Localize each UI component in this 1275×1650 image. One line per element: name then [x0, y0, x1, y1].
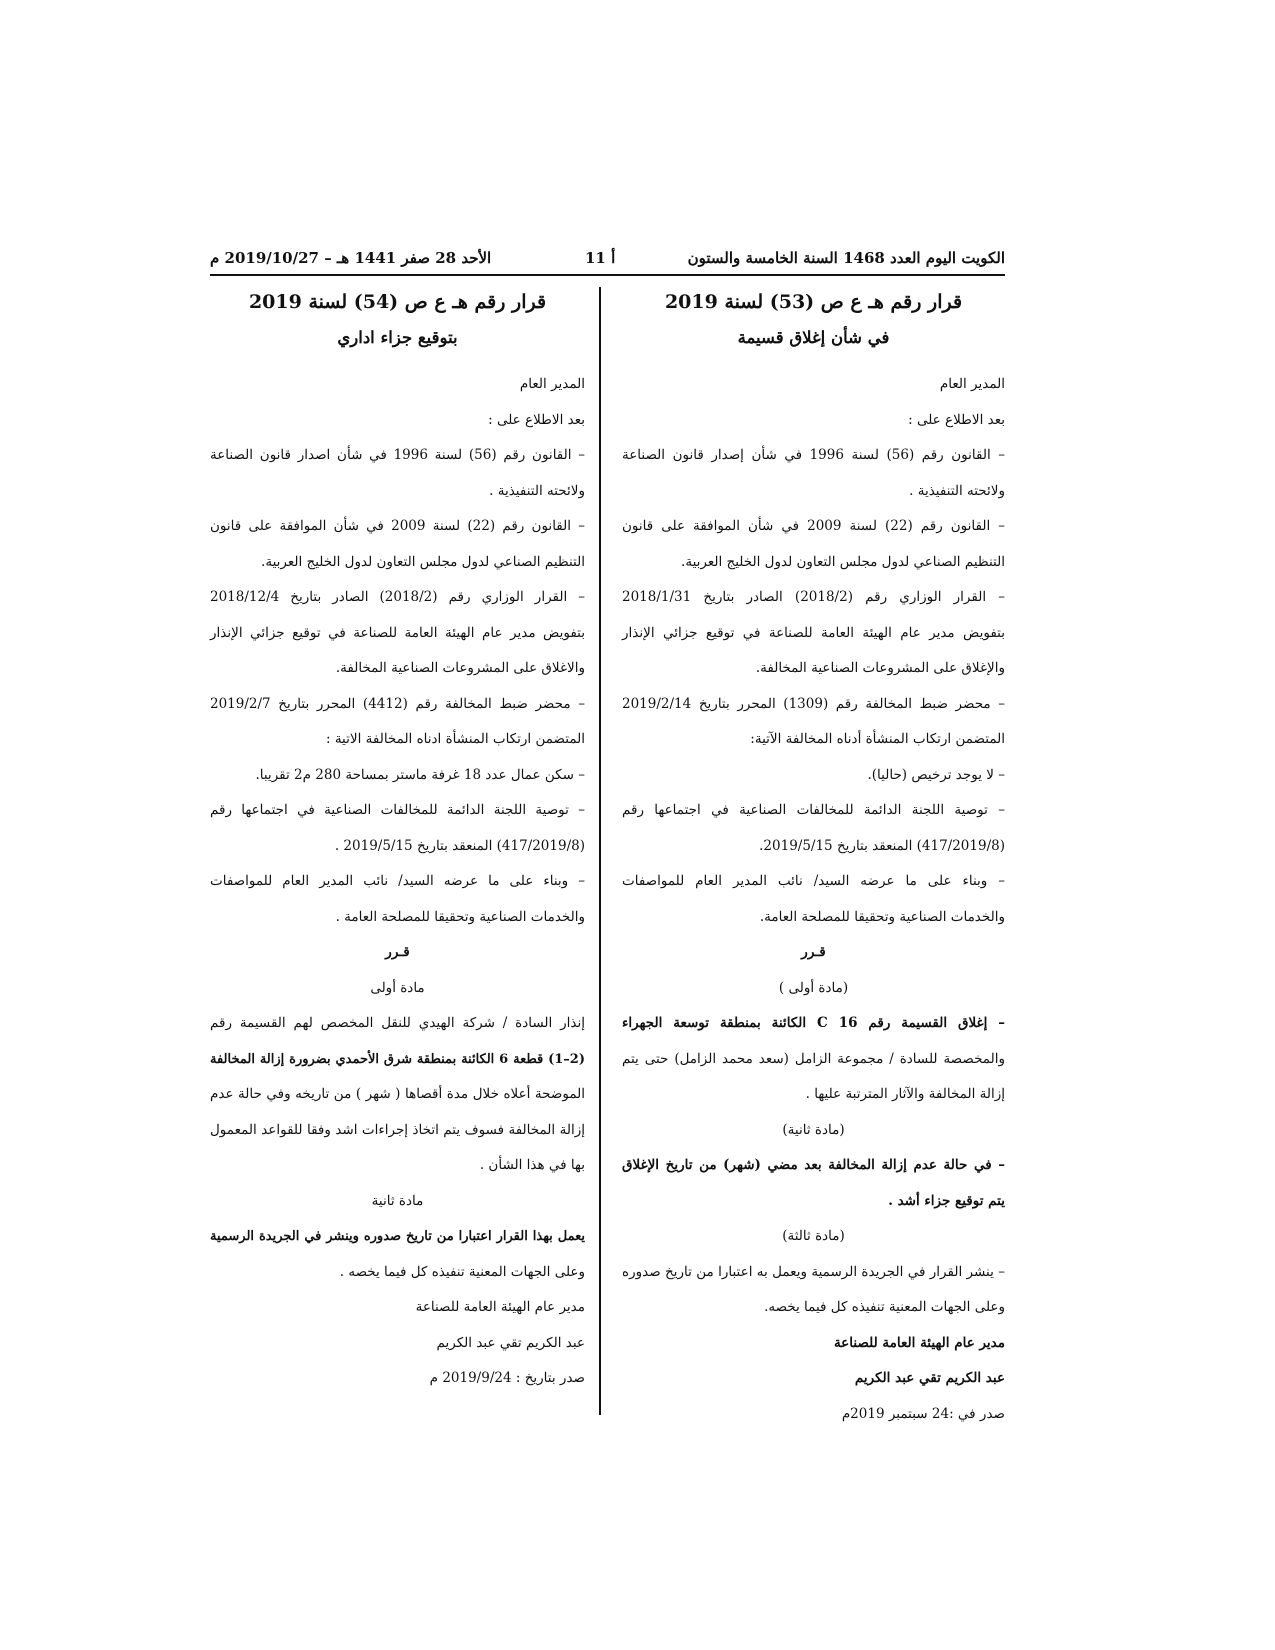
text-line: المدير العام [519, 376, 585, 392]
decision-subtitle: بتوقيع جزاء اداري [337, 328, 458, 347]
page-number: أ 11 [585, 249, 616, 267]
article-heading: (مادة ثالثة) [782, 1228, 845, 1244]
text-line: – توصية اللجنة الدائمة للمخالفات الصناعية في اجتماعها رقم [210, 802, 585, 818]
text-line: – محضر ضبط المخالفة رقم (4412) المحرر بتاريخ 2019/2/7 [210, 695, 585, 712]
text-line: والمخصصة للسادة / مجموعة الزامل (سعد محمد الزامل) حتى يتم [622, 1050, 1005, 1067]
signatory-title: مدير عام الهيئة العامة للصناعة [833, 1334, 1005, 1351]
issue-date-line: صدر بتاريخ : 2019/9/24 م [429, 1370, 585, 1386]
text-line: وعلى الجهات المعنية تنفيذه كل فيما يخصه . [339, 1263, 585, 1280]
signatory-name: عبد الكريم تقي عبد الكريم [854, 1370, 1005, 1386]
text-line: – في حالة عدم إزالة المخالفة بعد مضي (شهر) من تاريخ الإغلاق [622, 1157, 1005, 1173]
text-line: – القانون رقم (56) لسنة 1996 في شأن إصدار قانون الصناعة [622, 447, 1005, 463]
article-heading: (مادة أولى ) [778, 979, 849, 996]
text-line: والخدمات الصناعية وتحقيقا للمصلحة العامة . [335, 908, 585, 925]
text-line: – لا يوجد ترخيص (حاليا). [867, 766, 1005, 783]
text-line: – إغلاق القسيمة رقم 16 C الكائنة بمنطقة توسعة الجهراء [622, 1015, 1005, 1031]
text-line: (417/2019/8) المنعقد بتاريخ 2019/5/15. [759, 837, 1005, 854]
text-line: – سكن عمال عدد 18 غرفة ماستر بمساحة 280 م2 تقريبا. [255, 766, 585, 783]
text-line: المدير العام [939, 376, 1005, 392]
text-line: بتفويض مدير عام الهيئة العامة للصناعة في توقيع جزائي الإنذار [210, 624, 585, 641]
text-line: – القانون رقم (22) لسنة 2009 في شأن الموافقة على قانون [210, 518, 585, 534]
header-rule [210, 274, 1005, 276]
text-line: الموضحة أعلاه خلال مدة أقصاها ( شهر ) من تاريخه وفي حالة عدم [210, 1086, 585, 1102]
decided-heading: قـرر [801, 944, 826, 960]
article-heading: (مادة ثانية) [782, 1121, 845, 1138]
text-line: بها في هذا الشأن . [479, 1157, 585, 1173]
text-line: المتضمن ارتكاب المنشأة أدناه المخالفة الآتية: [750, 731, 1005, 747]
text-line: والإغلاق على المشروعات الصناعية المخالفة. [755, 660, 1005, 676]
text-line: يعمل بهذا القرار اعتبارا من تاريخ صدوره وينشر في الجريدة الرسمية [210, 1229, 585, 1244]
text-line: (417/2019/8) المنعقد بتاريخ 2019/5/15 . [334, 837, 585, 854]
decision-subtitle: في شأن إغلاق قسيمة [737, 328, 890, 347]
text-line: – ينشر القرار في الجريدة الرسمية ويعمل به اعتبارا من تاريخ صدوره [622, 1263, 1005, 1280]
text-line: بعد الاطلاع على : [488, 411, 585, 428]
text-line: إزالة المخالفة والآثار المترتبة عليها . [805, 1086, 1005, 1102]
text-line: – القانون رقم (56) لسنة 1996 في شأن اصدار قانون الصناعة [210, 447, 585, 463]
text-line: التنظيم الصناعي لدول مجلس التعاون لدول الخليج العربية. [261, 553, 585, 570]
decision-53 [622, 286, 1005, 1432]
signatory-name: عبد الكريم تقي عبد الكريم [436, 1334, 585, 1351]
text-line: والاغلاق على المشروعات الصناعية المخالفة. [335, 660, 585, 676]
text-line: – القانون رقم (22) لسنة 2009 في شأن الموافقة على قانون [622, 518, 1005, 534]
text-line: بتفويض مدير عام الهيئة العامة للصناعة في توقيع جزائي الإنذار [622, 624, 1005, 641]
text-line: ولائحته التنفيذية . [489, 482, 585, 499]
signatory-title: مدير عام الهيئة العامة للصناعة [415, 1299, 585, 1315]
text-line: التنظيم الصناعي لدول مجلس التعاون لدول الخليج العربية. [681, 553, 1005, 570]
decision-54 [210, 286, 585, 1397]
article-heading: مادة أولى [370, 979, 425, 996]
publication-issue: الكويت اليوم العدد 1468 السنة الخامسة والستون [687, 249, 1005, 267]
text-line: – توصية اللجنة الدائمة للمخالفات الصناعية في اجتماعها رقم [622, 802, 1005, 818]
decision-title: قرار رقم هـ ع ص (53) لسنة 2019 [664, 291, 963, 313]
text-line: إزالة المخالفة فسوف يتم اتخاذ إجراءات اشد وفقا للقواعد المعمول [210, 1121, 585, 1138]
issue-date: الأحد 28 صفر 1441 هـ – 2019/10/27 م [210, 249, 492, 267]
column-divider [599, 287, 601, 1415]
text-line: – القرار الوزاري رقم (2018/2) الصادر بتاريخ 2018/12/4 [210, 589, 585, 605]
text-line: (2–1) قطعة 6 الكائنة بمنطقة شرق الأحمدي بضرورة إزالة المخالفة [210, 1051, 585, 1067]
text-line: – محضر ضبط المخالفة رقم (1309) المحرر بتاريخ 2019/2/14 [622, 695, 1006, 712]
text-line: المتضمن ارتكاب المنشأة ادناه المخالفة الاتية : [325, 731, 585, 747]
decided-heading: قـرر [385, 944, 410, 960]
text-line: – وبناء على ما عرضه السيد/ نائب المدير العام للمواصفات [210, 873, 585, 889]
text-line: بعد الاطلاع على : [908, 411, 1005, 428]
text-line: – وبناء على ما عرضه السيد/ نائب المدير العام للمواصفات [622, 873, 1005, 889]
issue-date-line: صدر في :24 سبتمبر 2019م [841, 1405, 1005, 1422]
text-line: – القرار الوزاري رقم (2018/2) الصادر بتاريخ 2018/1/31 [622, 589, 1006, 605]
text-line: ولائحته التنفيذية . [909, 482, 1005, 499]
text-line: يتم توقيع جزاء أشد . [888, 1192, 1005, 1209]
page-header [210, 247, 1005, 275]
text-line: إنذار السادة / شركة الهيدي للنقل المخصص لهم القسيمة رقم [210, 1015, 585, 1031]
decision-title: قرار رقم هـ ع ص (54) لسنة 2019 [248, 291, 547, 313]
text-line: والخدمات الصناعية وتحقيقا للمصلحة العامة. [759, 908, 1005, 925]
article-heading: مادة ثانية [371, 1192, 424, 1209]
text-line: وعلى الجهات المعنية تنفيذه كل فيما يخصه. [764, 1299, 1005, 1315]
